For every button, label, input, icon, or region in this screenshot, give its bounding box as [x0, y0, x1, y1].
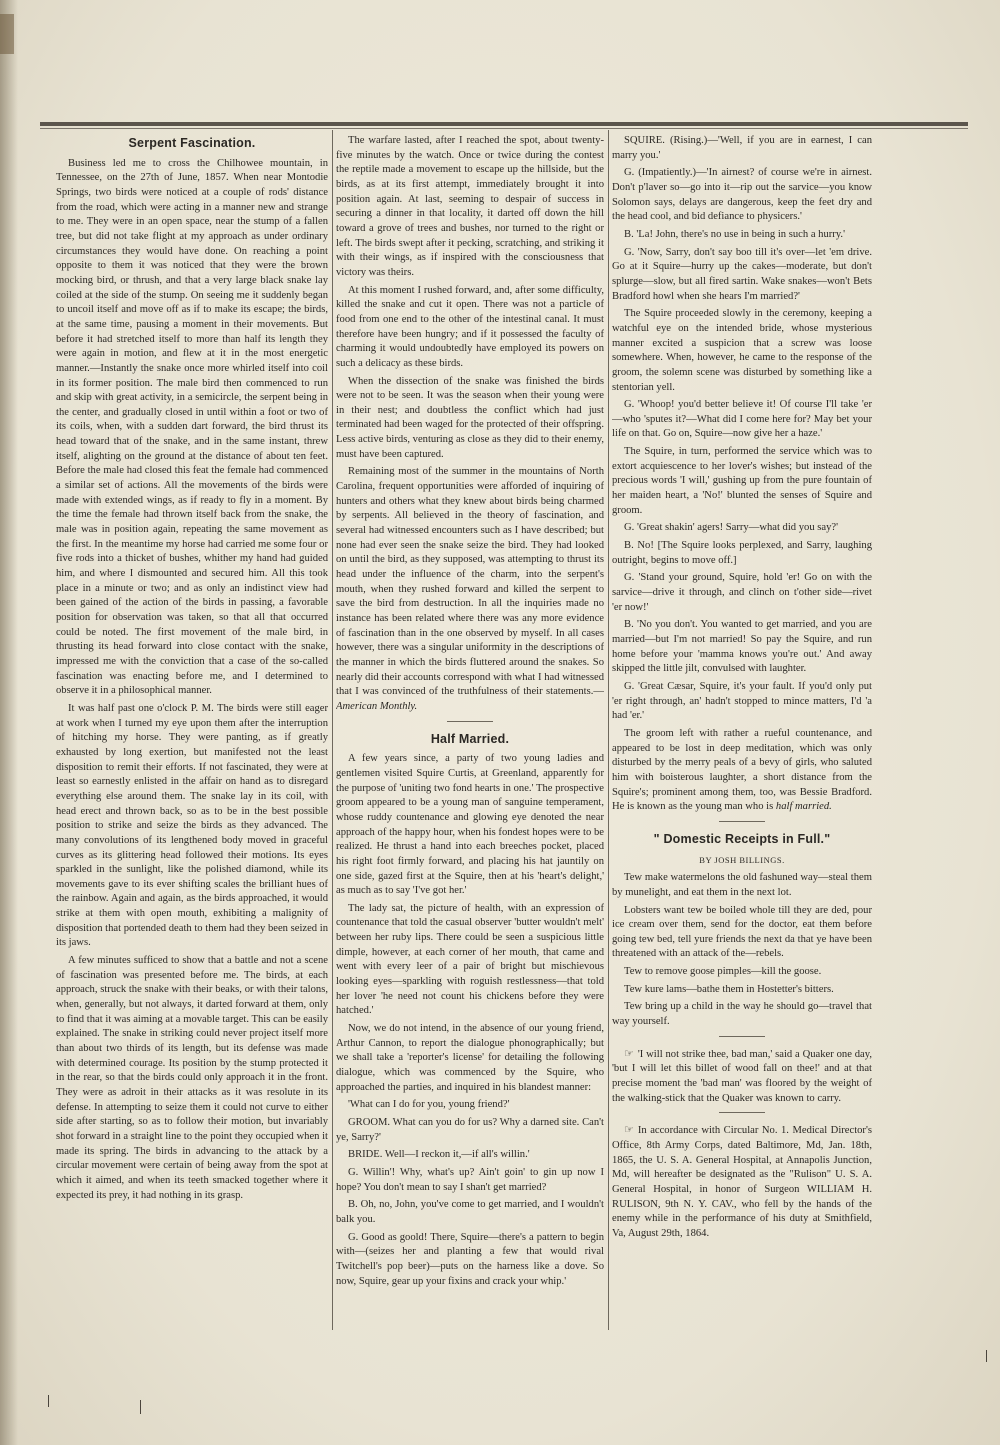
article-paragraph: Now, we do not intend, in the absence of our young friend, Arthur Cannon, to report the dialogue phonographically; but we shall take a 'reporter's license' for detailing the following dialogue, which was commenced by the Squire, who approached the parties, and inquired in his blandest manner: — [336, 1023, 604, 1093]
dialogue-line: B. 'No you don't. You wanted to get married, and you are married—but I'm not married! So pay the Squire, and run home before your 'mamma knows you're out.' And away skipped the little jilt, convulsed with laughter. — [612, 619, 872, 675]
print-speck — [986, 1350, 987, 1362]
paper-edge-shadow — [0, 0, 18, 1445]
article-paragraph: A few minutes sufficed to show that a battle and not a scene of fascination was presented before me. The birds, at each approach, struck the snake with their beaks, or with their talons, when, generally, but not always, it darted forward at them, only to find that it was aiming at a movable target. This can be easily explained. The snake in striking could never project itself more than about two thirds of its length, but its defense was made with determined courage. Its position by the stump protected it in the rear, so that the birds could only approach it in the front. They were as adroit in their attacks as it was resolute in its defense. In attempting to seize them it could not curve to either side after starting, so as to follow their motion, but invariably shot forward in a straight line to the point they occupied when it made its spring. The birds in advancing to the attack by a circular movement were certain of being away from the spot at which it aimed, and when its teeth smacked together where it expected its prey, it had nothing in its grasp. — [56, 955, 328, 1201]
section-rule — [447, 721, 493, 722]
article-paragraph-text: Remaining most of the summer in the mountains of North Carolina, frequent opportunities were afforded of inquiring of hunters and others what they knew about birds being charmed by serpents. All believed in the theory of fascination, and several had witnessed encounters such as I have described; but none had ever seen the snake seize the bird. They had looked on until the bird, as they supposed, was attempting to thrust its head under the influence of the charm, into the serpent's mouth, when they rushed forward and killed the serpent to save the bird from destruction. In all the inquiries made no instance has been related where there was any more evidence of fascination than in the one observed by myself. In all cases however, there was a singular uniformity in the descriptions of the manner in which the birds fluttered around the snakes. So nearly did their accounts correspond with what I had witnessed that I was convinced of the truthfulness of their statements.— — [336, 466, 604, 698]
article-paragraph: It was half past one o'clock P. M. The birds were still eager at work when I turned my eye upon them after the interruption of hitching my horse. They were panting, as if greatly exhausted by long exertion, but manifested not the least disposition to remit their efforts. If not fascinated, they were at least so earnestly enlisted in the affair on hand as to disregard everything else around them. The snake lay in its coil, with head erect and thrown back, so as to be in the best possible position to strike and seize the birds as they advanced. The many convolutions of its lengthened body moved in graceful curves as its glittering head followed their motions. Its eyes sparkled in the sunlight, like the polished diamond, while its movements gave to its ever shifting scales the brilliant hues of the rainbow. Again and again, as the birds approached, it would strike at them with open mouth, exhibiting a malignity of disposition that portended death to them had they been seized in its jaws. — [56, 702, 328, 949]
dialogue-line: G. 'Great Cæsar, Squire, it's your fault. If you'd only put 'er right through, an' hadn't stopped to mince matters, I'd 'a had 'er.' — [612, 680, 872, 722]
section-rule — [719, 821, 765, 822]
article-paragraph: The lady sat, the picture of health, with an expression of countenance that told the casual observer 'butter wouldn't melt' between her ruby lips. There could be seen a suspicious little dimple, however, at each corner of her mouth, that came and went with every leer of a pair of bright but mischievous looking eyes—sparkling with roguish restlessness—that told her lover 'he need not count his chickens before they were hatched.' — [336, 902, 604, 1017]
article-paragraph: Tew make watermelons the old fashuned way—steal them by munelight, and eat them in the next lot. — [612, 872, 872, 898]
article-paragraph: When the dissection of the snake was finished the birds were not to be seen. It was the season when their young were in their nest; and doubtless the conflict which had just terminated had been waged for the protected of their offspring. Less active birds, venturing as close as they did to their enemy, must have been captured. — [336, 375, 604, 460]
notice-text: In accordance with Circular No. 1. Medical Director's Office, 8th Army Corps, dated Baltimore, Md, Jan. 18th, 1865, the U. S. A. General Hospital, at Annapolis Junction, Md, will hereafter be designated as the "Rulison" U. S. A. General Hospital, in honor of Surgeon WILLIAM H. RULISON, 9th N. Y. CAV., who fell by the hands of the enemy while in the performance of his duty at Smithfield, Va, August 29th, 1864. — [612, 1125, 872, 1239]
article-paragraph: Tew bring up a child in the way he should go—travel that way yourself. — [612, 1001, 872, 1028]
article-byline: BY JOSH BILLINGS. — [699, 854, 785, 865]
section-rule — [719, 1112, 765, 1113]
top-rule — [40, 122, 968, 126]
print-speck — [48, 1395, 49, 1407]
section-rule — [719, 1036, 765, 1037]
notice-quaker — [612, 1047, 872, 1107]
dialogue-line: G. 'Great shakin' agers! Sarry—what did you say?' — [624, 522, 839, 534]
article-paragraph — [612, 727, 872, 815]
article-title-receipts: " Domestic Receipts in Full." — [653, 831, 831, 846]
column-3 — [612, 134, 872, 1434]
article-paragraph-text: The groom left with rather a rueful countenance, and appeared to be lost in deep meditation, which was only disturbed by the merry peals of a bevy of girls, who saluted him with boisterous laughter, a short distance from the Squire's; prominent among them, too, was Bessie Bradford. He is known as the young man who is — [612, 727, 872, 813]
dialogue-line: G. Good as goold! There, Squire—there's a pattern to begin with—(seizes her and planting a few that would rival Twitchell's pop beer)—puts on the harness like a dove. So now, Squire, gear up your fixins and crack your whip.' — [336, 1231, 604, 1287]
article-paragraph: Tew kure lams—bathe them in Hostetter's bitters. — [624, 983, 834, 995]
dialogue-line: B. No! [The Squire looks perplexed, and Sarry, laughing outright, begins to move off.] — [612, 540, 872, 566]
article-title-half-married: Half Married. — [430, 731, 510, 746]
print-speck — [140, 1400, 141, 1414]
dialogue-line: BRIDE. Well—I reckon it,—if all's willin.' — [348, 1149, 530, 1161]
column-divider-1 — [332, 130, 333, 1330]
article-paragraph: The Squire, in turn, performed the service which was to extort acquiescence to her lover's wishes; but instead of the precious words 'I will,' gushing up from the pure fountain of her maiden heart, a 'No!' blunted the senses of Squire and groom. — [612, 446, 872, 516]
article-paragraph: Business led me to cross the Chilhowee mountain, in Tennessee, on the 27th of June, 1857. When near Montodie Springs, two birds were noticed at a couple of rods' distance from the road, which were acting in a manner new and strange to me. They were in an open space, near the stump of a fallen tree, but did not take flight at my approach as under ordinary circumstances they would have done. On reaching a point opposite to them it was noticed that they were the brown mocking bird, or thrush, and that a very large black snake lay coiled at the side of the stump. On seeing me it suddenly began to uncoil itself and move off as if to make its escape; the birds, at the same time, pausing a moment in their movements. But before it had stretched itself to more than half its length they were again in motion, and flew at it in the most energetic manner.—Instantly the snake once more whirled itself into coil in its former position. The male bird then commenced to run and skip with great activity, in a semicircle, the serpent being in the center, and gradually closed in until within a foot or two of its coils, when, with a sudden dart forward, the bird thrust its head toward that of the snake, and in the same instant, threw itself, alighting on the ground at the distance of about ten feet. Before the male had closed this feat the female had commenced a similar set of actions. All the movements of the birds were made with extended wings, as if ready to fly in a moment. By the time the female had thrown itself back from the snake, the male was in position again, repeating the same movement as the first. In the meantime my horse had carried me some four or five rods into a thicket of bushes, whither my hand had guided him, and where I dismounted and secured him. All this took place in a minute or two; and as only an indistinct view had been gained of the action of the birds in passing, a favorable position for observation was taken, so that all that occurred could be noted. The first movement of the male bird, in thrusting its head forward into close contact with the snake, impressed me with the conviction that a case of the so-called fascination was enacting before me, and I determined to observe it in a philosophical manner. — [56, 157, 328, 697]
dialogue-line: G. 'Now, Sarry, don't say boo till it's over—let 'em drive. Go at it Squire—hurry up the cakes—moderate, but don't splurge—slow, but all fired sartin. Wake snakes—won't Bets Bradford howl when she hears I'm married?' — [612, 246, 872, 302]
article-paragraph — [336, 465, 604, 714]
corner-stain — [0, 14, 14, 54]
article-paragraph: At this moment I rushed forward, and, after some difficulty, killed the snake and cut it open. There was not a particle of food from one end to the other of the intestinal canal. It must therefore have been hungry; and if it possessed the faculty of charming it would undoubtedly have employed its powers on such a delicacy as these birds. — [336, 284, 604, 369]
dialogue-line: B. 'La! John, there's no use in being in such a hurry.' — [624, 228, 845, 240]
notice-hospital — [612, 1123, 872, 1241]
article-paragraph: The Squire proceeded slowly in the ceremony, keeping a watchful eye on the intended bride, whose mysterious manner excited a suspicion that a screw was loose somewhere. When, however, he came to the response of the groom, the solemn scene was disturbed by something like a stentorian yell. — [612, 308, 872, 393]
dialogue-line: 'What can I do for you, young friend?' — [348, 1099, 510, 1111]
article-paragraph: The warfare lasted, after I reached the spot, about twenty-five minutes by the watch. Once or twice during the contest the reptile made a movement to escape up the hillside, but the birds, as at its first attempt, immediately brought it into position again. At last, seeming to despair of success in securing a dinner in that locality, it darted off down the hill toward a grove of trees and bushes, nor turned to the right or left. The birds swept after it pecking, scratching, and striking it with their wings, as if inspired with the consciousness that victory was theirs. — [336, 135, 604, 278]
dialogue-line: G. 'Whoop! you'd better believe it! Of course I'll take 'er—who 'sputes it?—What did I come here for? May bet your life on that. Go on, Squire—now give her a haze.' — [612, 399, 872, 440]
pointing-hand-icon: ☞ — [624, 1124, 634, 1137]
article-paragraph: A few years since, a party of two young ladies and gentlemen visited Squire Curtis, at Greenland, apparently for the purpose of 'uniting two fond hearts in one.' The prospective groom appeared to be a young man of sanguine temperament, whose ruddy countenance and glowing eye denoted the near approach of the happy hour, when his fondest hopes were to be realized. He thrust a hand into each breeches pocket, placed his right foot firmly forward, and placing his hat jauntily on one side, gazed first at the Squire, then at his 'heart's delight,' as much as to say 'I've got her.' — [336, 753, 604, 897]
article-source: American Monthly. — [336, 700, 418, 712]
article-paragraph: Tew to remove goose pimples—kill the goose. — [624, 966, 822, 978]
top-rule-thin — [40, 128, 968, 129]
article-paragraph: Lobsters want tew be boiled whole till they are ded, pour ice cream over them, send for the doctor, eat them before going tew bed, tell yure friends the next da that ye have been threatened with an attack of the—rebels. — [612, 904, 872, 960]
dialogue-line: G. (Impatiently.)—'In airnest? of course we're in airnest. Don't p'laver so—go into it—rip out the sarvice—you know Solomon says, delays are dangerous, keep the feet dry and the head cool, and bid defiance to physicers.' — [612, 167, 872, 223]
column-2 — [336, 134, 604, 1434]
dialogue-line: G. 'Stand your ground, Squire, hold 'er! Go on with the sarvice—drive it through, and clinch on t'other side—rivet 'er now!' — [612, 572, 872, 613]
column-divider-2 — [608, 130, 609, 1330]
notice-text: 'I will not strike thee, bad man,' said a Quaker one day, 'but I will let this billet of wood fall on thee!' and at that precise moment the 'bad man' was floored by the weight of the walking-stick that the Quaker was known to carry. — [612, 1048, 872, 1104]
dialogue-line: SQUIRE. (Rising.)—'Well, if you are in earnest, I can marry you.' — [612, 135, 872, 161]
column-1 — [56, 134, 328, 1434]
article-closing: half married. — [775, 801, 832, 813]
dialogue-line: G. Willin'! Why, what's up? Ain't goin' to gin up now I hope? You don't mean to say I shan't get married? — [336, 1166, 604, 1193]
article-title-serpent: Serpent Fascination. — [128, 136, 256, 150]
dialogue-line: GROOM. What can you do for us? Why a darned site. Can't ye, Sarry?' — [336, 1117, 604, 1143]
pointing-hand-icon: ☞ — [624, 1047, 634, 1060]
dialogue-line: B. Oh, no, John, you've come to get married, and I wouldn't balk you. — [336, 1199, 604, 1225]
